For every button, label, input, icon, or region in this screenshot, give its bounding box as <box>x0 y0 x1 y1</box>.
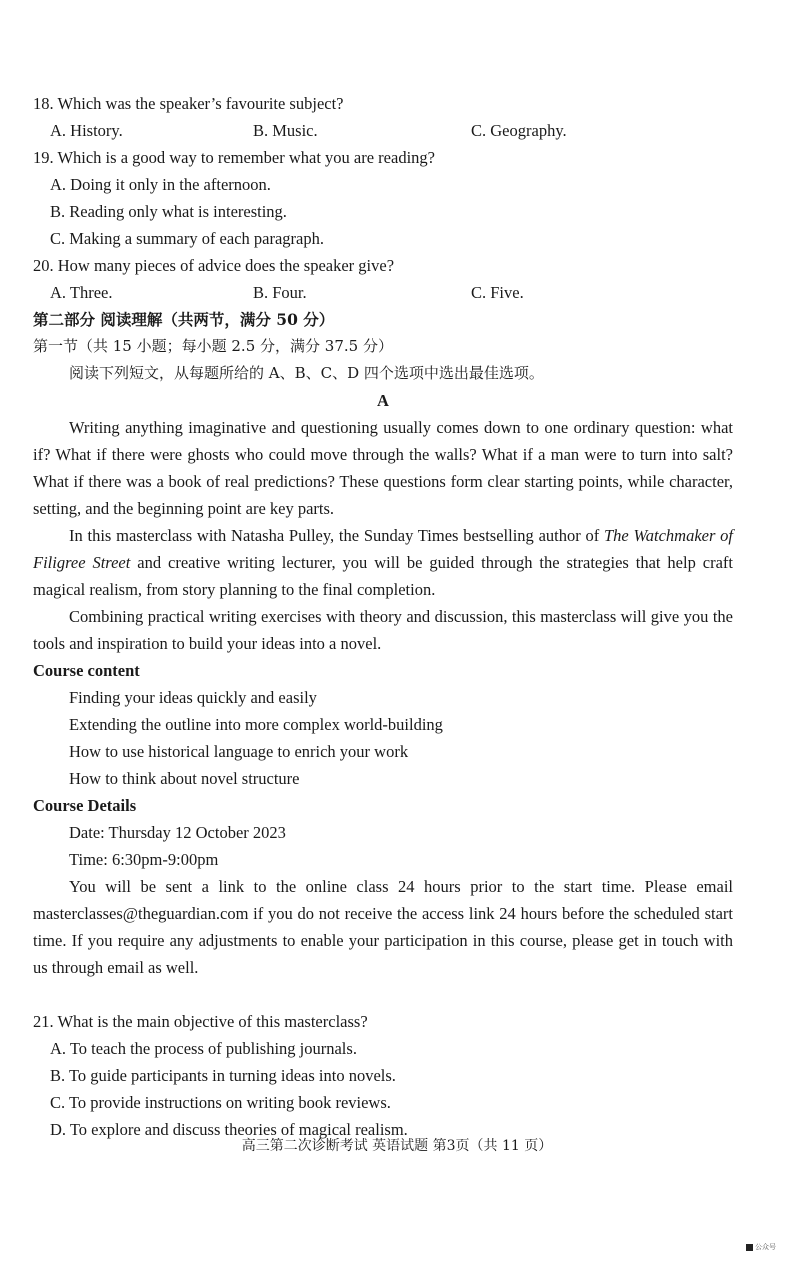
question-18-option-b: B. Music. <box>253 121 318 140</box>
question-20-option-c: C. Five. <box>471 283 524 302</box>
paragraph-2-text-a: In this masterclass with Natasha Pulley, the Sunday Times bestselling author of <box>69 526 604 545</box>
question-19-option-b: B. Reading only what is interesting. <box>50 202 287 221</box>
question-20-option-a: A. Three. <box>50 283 113 302</box>
question-21-option-a: A. To teach the process of publishing journals. <box>50 1039 357 1058</box>
question-21-option-d: D. To explore and discuss theories of magical realism. <box>50 1120 408 1139</box>
section-heading: 第二部分 阅读理解（共两节，满分 50 分） <box>33 310 335 329</box>
exam-page <box>33 90 733 1143</box>
question-20-option-b: B. Four. <box>253 283 307 302</box>
section-subheading: 第一节（共 15 小题；每小题 2.5 分，满分 37.5 分） <box>33 337 393 355</box>
section-instruction: 阅读下列短文，从每题所给的 A、B、C、D 四个选项中选出最佳选项。 <box>69 364 544 382</box>
question-18-option-c: C. Geography. <box>471 121 567 140</box>
question-19-option-a: A. Doing it only in the afternoon. <box>50 175 271 194</box>
course-details-heading: Course Details <box>33 796 137 815</box>
question-21-option-c: C. To provide instructions on writing book reviews. <box>50 1093 391 1112</box>
course-time: Time: 6:30pm-9:00pm <box>69 850 219 869</box>
question-20-options <box>33 279 733 306</box>
question-19-stem: 19. Which is a good way to remember what you are reading? <box>33 148 435 167</box>
course-content-heading: Course content <box>33 661 140 680</box>
course-content-item: How to use historical language to enrich your work <box>69 742 409 761</box>
course-content-item: Extending the outline into more complex world-building <box>69 715 443 734</box>
qr-icon <box>746 1244 753 1251</box>
question-21-stem: 21. What is the main objective of this masterclass? <box>33 1012 368 1031</box>
course-content-item: Finding your ideas quickly and easily <box>69 688 317 707</box>
question-19-option-c: C. Making a summary of each paragraph. <box>50 229 324 248</box>
watermark-text: 公众号 <box>755 1243 776 1251</box>
paragraph-2-text-b: and creative writing lecturer, you will be guided through the strategies that help craft magical realism, from story planning to the final completion. <box>33 553 733 599</box>
book-title: The Watchmaker of Filigree Street <box>33 526 733 572</box>
question-18-options <box>33 117 733 144</box>
passage-paragraph-2 <box>33 522 733 603</box>
course-content-item: How to think about novel structure <box>69 769 300 788</box>
passage-paragraph-3: Combining practical writing exercises with theory and discussion, this masterclass will give you the tools and inspiration to build your ideas into a novel. <box>33 607 733 653</box>
question-18-stem: 18. Which was the speaker’s favourite subject? <box>33 94 344 113</box>
course-date: Date: Thursday 12 October 2023 <box>69 823 286 842</box>
spacer <box>33 981 733 1008</box>
watermark <box>746 1234 776 1261</box>
page-footer: 高三第二次诊断考试 英语试题 第3页（共 11 页） <box>241 1138 553 1154</box>
question-21-option-b: B. To guide participants in turning ideas into novels. <box>50 1066 396 1085</box>
passage-paragraph-4: You will be sent a link to the online class 24 hours prior to the start time. Please email masterclasses@theguardian.com if you do not receive the access link 24 hours before the scheduled start time. If you require any adjustments to enable your participation in this course, please get in touch with us through email as well. <box>33 877 733 977</box>
question-18-option-a: A. History. <box>50 121 123 140</box>
question-20-stem: 20. How many pieces of advice does the speaker give? <box>33 256 395 275</box>
passage-paragraph-1: Writing anything imaginative and questioning usually comes down to one ordinary question: what if? What if there were ghosts who could move through the walls? What if a man were to turn into salt? What if there was a book of real predictions? These questions form clear starting points, while character, setting, and the beginning point are key parts. <box>33 418 733 518</box>
passage-title: A <box>377 391 389 410</box>
